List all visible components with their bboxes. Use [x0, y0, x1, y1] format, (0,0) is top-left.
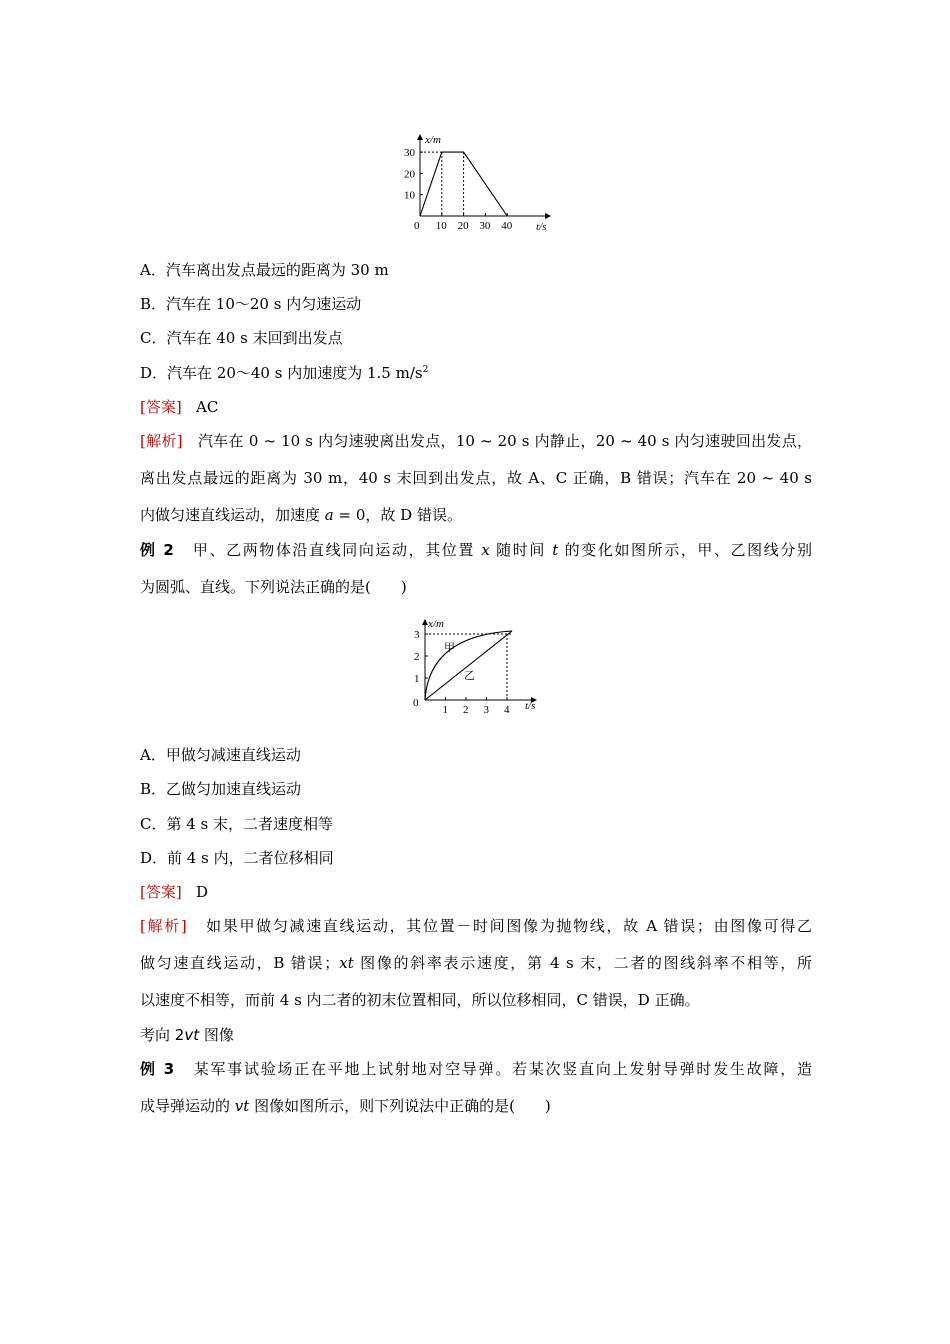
q2-stem-1c: 的变化如图所示，甲、乙图线分别 [558, 541, 812, 559]
fig1-x-axis-label: t/s [536, 221, 547, 233]
q2-option-b: B．乙做匀加速直线运动 [140, 780, 302, 798]
fig2-jia-label: 甲 [444, 642, 455, 654]
q3-stem-1: 某军事试验场正在平地上试射地对空导弹。若某次竖直向上发射导弹时发生故障，造 [193, 1060, 812, 1078]
fig2-y-tick-label: 1 [414, 673, 420, 685]
q2-analysis-text-1: 如果甲做匀减速直线运动，其位置－时间图像为抛物线，故 A 错误；由图像可得乙 [206, 917, 812, 935]
q1-answer [140, 397, 812, 417]
fig1-y-tick-label: 10 [404, 189, 415, 202]
fig2-y-axis-label: x/m [428, 618, 444, 630]
q1-analysis-text-1: 汽车在 0 ~ 10 s 内匀速驶离出发点，10 ~ 20 s 内静止，20 ~ 40 s 内匀速驶回出发点， [197, 432, 812, 450]
figure-1-xt-graph [395, 128, 565, 238]
fig2-origin-label: 0 [413, 697, 419, 709]
fig1-guides [420, 152, 464, 216]
q3-stem-line-2 [140, 1096, 812, 1116]
q2-answer-tag: [答案] [140, 883, 182, 901]
fig2-x-tick-label: 1 [442, 704, 448, 716]
q2-analysis-line-2 [140, 953, 812, 973]
fig1-y-tick-label: 30 [404, 147, 415, 160]
q2-analysis-text-2a: 做匀速直线运动，B 错误； [140, 954, 340, 972]
q1-option-d-text: D．汽车在 20～40 s 内加速度为 1.5 m/s [140, 364, 423, 382]
fig2-series-yi-line [425, 631, 512, 700]
fig2-yi-label: 乙 [464, 670, 475, 682]
q2-label: 例 2 [140, 541, 174, 559]
fig2-x-tick-label: 3 [483, 704, 489, 716]
q3-label: 例 3 [140, 1060, 175, 1078]
q3-stem-2a: 成导弹运动的 [140, 1097, 235, 1115]
fig1-x-tick-label: 10 [435, 220, 447, 232]
fig1-x-tick-label: 30 [479, 220, 491, 232]
section-heading-a: 考向 2 [140, 1026, 185, 1044]
q1-analysis-line-3 [140, 505, 812, 525]
fig2-x-tick-label: 2 [463, 704, 469, 716]
q2-stem-line-1 [140, 540, 812, 560]
fig1-x-tick-label: 20 [457, 220, 469, 232]
q1-answer-value: AC [196, 398, 219, 416]
q2-analysis-tag: [解析] [140, 917, 187, 935]
q2-analysis-text-2b: 图像的斜率表示速度，第 4 s 末，二者的图线斜率不相等，所 [353, 954, 812, 972]
q1-analysis-tag: [解析] [140, 432, 183, 450]
q2-stem-var-x: x [481, 541, 490, 559]
q2-answer [140, 882, 812, 902]
figure-2-svg [403, 614, 553, 716]
q2-stem-line-2: 为圆弧、直线。下列说法正确的是( ) [140, 578, 407, 596]
fig2-x-tick-label: 4 [504, 704, 510, 716]
fig1-y-axis-label: x/m [425, 134, 441, 146]
q2-option-d: D．前 4 s 内，二者位移相同 [140, 849, 334, 867]
q2-stem-var-t: t [552, 541, 559, 559]
fig1-origin-label: 0 [414, 220, 420, 232]
q2-option-c: C．第 4 s 末，二者速度相等 [140, 815, 334, 833]
q1-analysis-var-a: a [324, 506, 334, 524]
q1-answer-tag: [答案] [140, 398, 182, 416]
section-heading-b: 图像 [199, 1026, 234, 1044]
q2-analysis-var-xt: xt [339, 954, 354, 972]
fig2-x-axis-label: t/s [525, 700, 536, 712]
q1-option-a: A．汽车离出发点最远的距离为 30 m [140, 261, 389, 279]
fig2-y-tick-label: 2 [414, 651, 420, 663]
fig2-y-ticks [414, 629, 428, 685]
q1-option-b: B．汽车在 10～20 s 内匀速运动 [140, 295, 362, 313]
section-heading [140, 1025, 812, 1045]
q1-option-c: C．汽车在 40 s 末回到出发点 [140, 329, 343, 347]
q2-analysis-line-1 [140, 916, 812, 936]
section-heading-var: vt [184, 1026, 200, 1044]
q3-stem-var-vt: vt [234, 1097, 250, 1115]
q1-option-d [140, 363, 812, 383]
q1-analysis-line-2: 离出发点最远的距离为 30 m，40 s 末回到出发点，故 A、C 正确，B 错误；汽车在 20 ~ 40 s [140, 469, 812, 487]
q2-option-a: A．甲做匀减速直线运动 [140, 746, 301, 764]
fig1-x-arrow [545, 213, 551, 219]
fig1-x-tick-label: 40 [501, 220, 513, 232]
q2-stem-1a: 甲、乙两物体沿直线同向运动，其位置 [192, 541, 482, 559]
q1-analysis-text-3b: = 0，故 D 错误。 [333, 506, 462, 524]
figure-1-svg [395, 128, 565, 238]
q1-analysis-text-3a: 内做匀速直线运动，加速度 [140, 506, 325, 524]
q2-stem-1b: 随时间 [489, 541, 553, 559]
fig1-y-tick-label: 20 [404, 168, 415, 181]
q1-analysis-line-1 [140, 431, 812, 451]
q2-analysis-line-3: 以速度不相等，而前 4 s 内二者的初末位置相同，所以位移相同，C 错误，D 正确。 [140, 991, 700, 1009]
q2-answer-value: D [196, 883, 209, 901]
q3-stem-line-1 [140, 1059, 812, 1079]
fig2-y-tick-label: 3 [414, 629, 420, 641]
fig1-y-arrow [417, 134, 423, 140]
figure-2-xt-graph [403, 614, 553, 716]
q3-stem-2b: 图像如图所示，则下列说法中正确的是( ) [249, 1097, 551, 1115]
q1-option-d-sup: 2 [422, 365, 429, 375]
